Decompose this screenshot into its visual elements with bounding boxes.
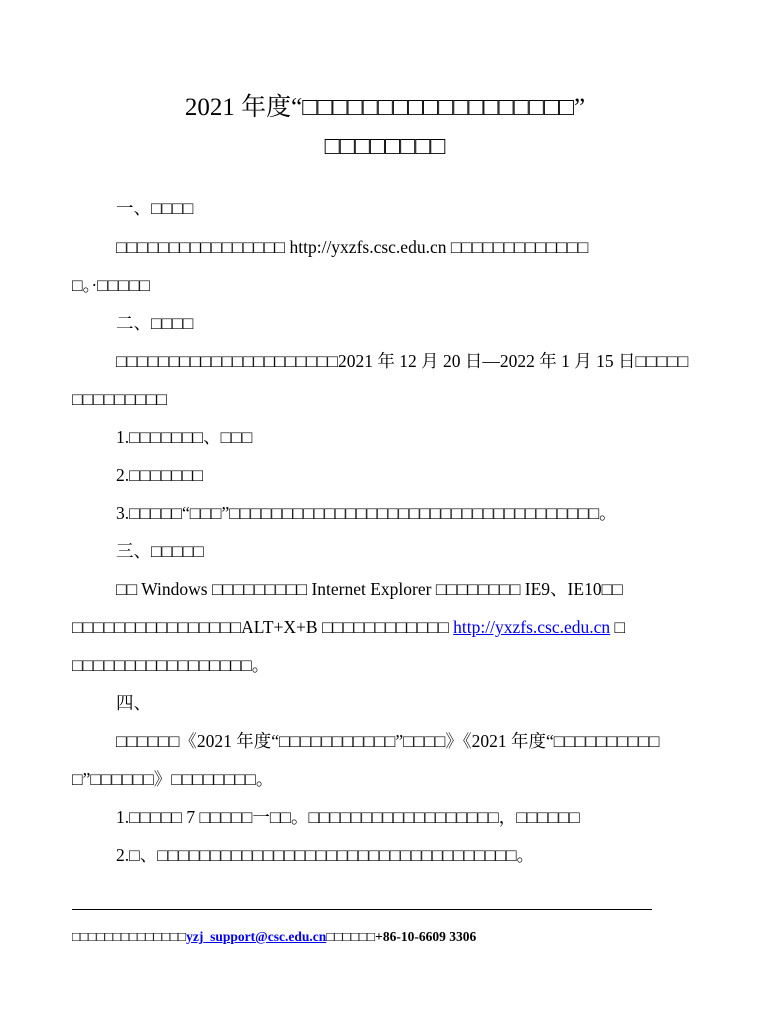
section-3-paragraph-end: □□□□□□□□□□□□□□□□□。	[72, 655, 270, 675]
section-4-item-1: 1.□□□□□ 7 □□□□□一□□。□□□□□□□□□□□□□□□□□□，□□□□□□	[116, 807, 580, 827]
support-email-link[interactable]: yzj_support@csc.edu.cn	[186, 929, 327, 944]
section-1-heading: 一、□□□□	[116, 198, 194, 218]
section-1-url: http://yxzfs.csc.edu.cn	[289, 237, 447, 257]
section-1-paragraph-cont: □。·□□□□□	[72, 275, 150, 295]
document-title-line-2: □□□□□□□□	[324, 133, 446, 160]
section-2-paragraph-cont: □□□□□□□□□	[72, 389, 168, 409]
section-2-item-3: 3.□□□□□“□□□”□□□□□□□□□□□□□□□□□□□□□□□□□□□□□□□□□□□。	[116, 503, 617, 523]
footnote-prefix: □□□□□□□□□□□□□□	[72, 929, 187, 944]
section-1-text-after-url: □□□□□□□□□□□□□	[450, 237, 589, 257]
section-3-paragraph: □□ Windows □□□□□□□□□ Internet Explorer □□□□□□□□ IE9、IE10□□	[116, 579, 623, 599]
section-1-text-before-url: □□□□□□□□□□□□□□□□	[116, 237, 286, 257]
section-1-paragraph	[116, 236, 588, 258]
section-4-item-2: 2.□、□□□□□□□□□□□□□□□□□□□□□□□□□□□□□□□□□□。	[116, 845, 535, 865]
footnote	[72, 928, 476, 946]
footnote-separator	[72, 909, 652, 910]
section-4-heading: 四、	[116, 693, 151, 713]
section-4-paragraph-cont: □”□□□□□□》□□□□□□□□。	[72, 769, 274, 789]
section-2-item-2: 2.□□□□□□□	[116, 465, 204, 485]
section-3-url-link[interactable]: http://yxzfs.csc.edu.cn	[453, 617, 611, 637]
section-3-heading: 三、□□□□□	[116, 541, 204, 561]
section-3-text-after-url: □	[614, 617, 626, 637]
footnote-phone: □□□□□□+86-10-6609 3306	[326, 929, 477, 944]
section-3-text-before-url: □□□□□□□□□□□□□□□□ALT+X+B □□□□□□□□□□□□	[72, 617, 449, 637]
section-4-paragraph: □□□□□□《2021 年度“□□□□□□□□□□□”□□□□》《2021 年度“□□□□□□□□□□	[116, 731, 660, 751]
section-2-heading: 二、□□□□	[116, 313, 194, 333]
section-2-paragraph: □□□□□□□□□□□□□□□□□□□□□2021 年 12 月 20 日—2022 年 1 月 15 日□□□□□	[116, 351, 689, 371]
section-3-paragraph-cont	[72, 616, 625, 638]
section-2-item-1: 1.□□□□□□□、□□□	[116, 427, 253, 447]
document-title-line-1: 2021 年度“□□□□□□□□□□□□□□□□□□”	[184, 94, 586, 121]
